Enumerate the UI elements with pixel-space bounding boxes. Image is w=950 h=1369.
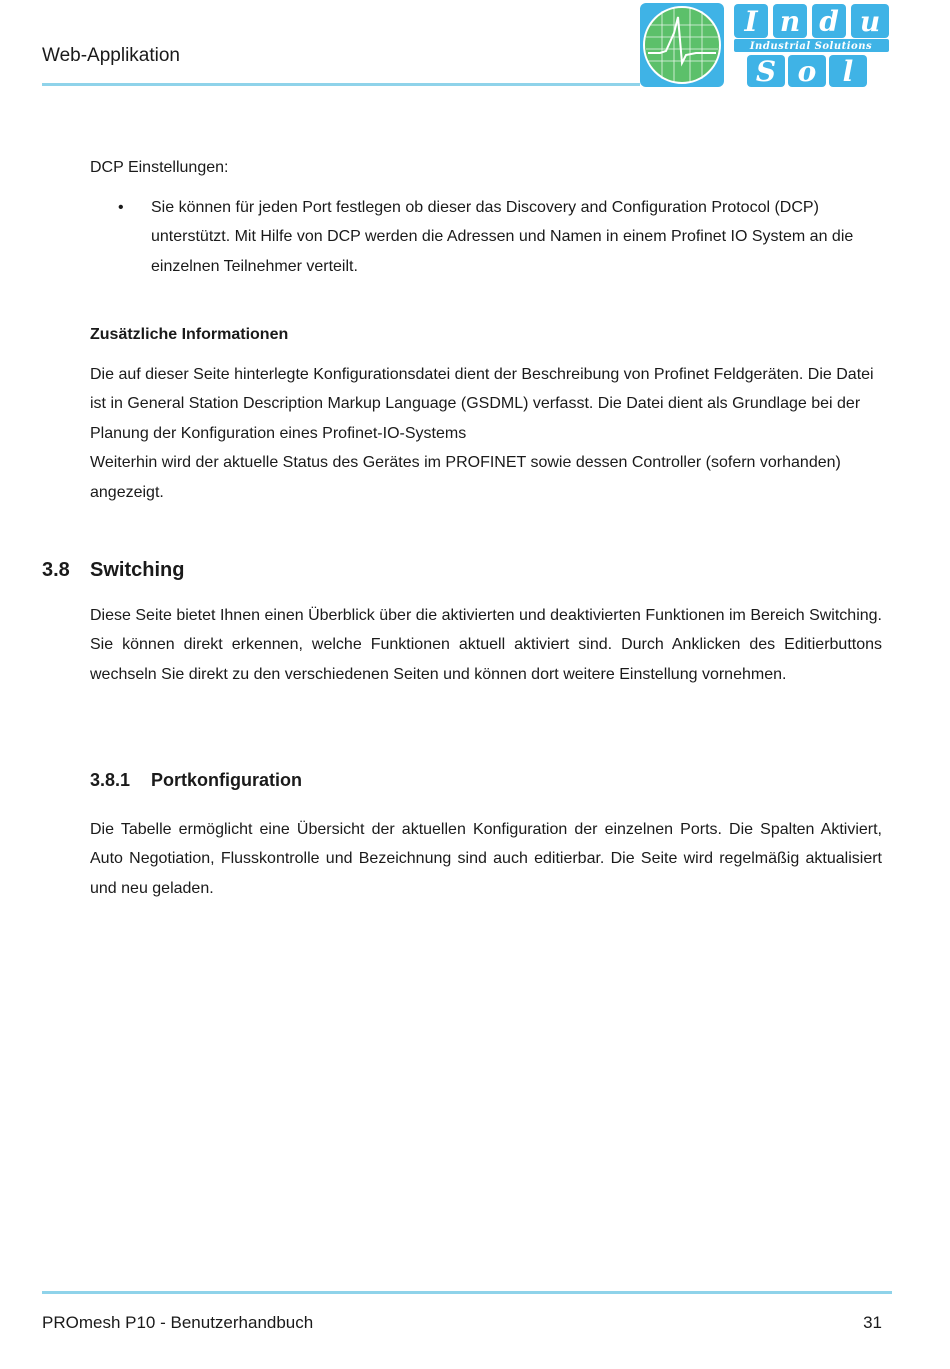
section-title: Switching: [90, 559, 185, 581]
footer-document-title: PROmesh P10 - Benutzerhandbuch: [42, 1313, 314, 1332]
subsection-number: 3.8.1: [90, 770, 131, 790]
logo-letter: n: [779, 5, 801, 38]
subsection-title: Portkonfiguration: [151, 770, 302, 790]
portkonfiguration-paragraph: Die Tabelle ermöglicht eine Übersicht der aktuellen Konfiguration der einzelnen Ports. Die Spalten Aktiviert, Auto Negotiation, Flusskontrolle und Bezeichnung sind auch editierbar. Die Seite wird regelmäßig aktualisiert und neu geladen.: [90, 821, 882, 897]
logo-letter: d: [819, 5, 839, 38]
header-divider: [42, 83, 640, 86]
section-heading: [42, 559, 184, 582]
info-heading: Zusätzliche Informationen: [90, 326, 289, 343]
info-body: [90, 360, 882, 507]
dcp-heading: DCP Einstellungen:: [90, 159, 229, 176]
logo-letter: o: [797, 55, 817, 87]
page-header-title: Web-Applikation: [42, 45, 181, 66]
dcp-bullet-text: Sie können für jeden Port festlegen ob dieser das Discovery and Configuration Protocol (DCP) unterstützt. Mit Hilfe von DCP werden die Adressen und Namen in einem Profinet IO System an die einzelnen Teilnehmer verteilt.: [151, 199, 854, 275]
info-paragraph: Die auf dieser Seite hinterlegte Konfigurationsdatei dient der Beschreibung von Profinet Feldgeräten. Die Datei ist in General Station Description Markup Language (GSDML) verfasst. Die Datei dient als Grundlage bei der Planung der Konfiguration eines Profinet-IO-Systems: [90, 366, 874, 442]
logo-letter: u: [859, 5, 881, 38]
bullet-icon: •: [118, 199, 124, 216]
logo-letter: S: [755, 55, 777, 87]
page-number: 31: [863, 1313, 882, 1332]
logo-tagline: Industrial Solutions: [749, 41, 873, 52]
dcp-bullet-item: [90, 193, 882, 281]
logo-letter: l: [842, 55, 854, 87]
subsection-heading: [90, 770, 302, 791]
logo-letter: I: [744, 5, 758, 38]
indu-sol-logo: [640, 3, 892, 87]
footer-divider: [42, 1291, 892, 1294]
info-paragraph: Weiterhin wird der aktuelle Status des Gerätes im PROFINET sowie dessen Controller (sofern vorhanden) angezeigt.: [90, 454, 841, 501]
switching-paragraph: Diese Seite bietet Ihnen einen Überblick über die aktivierten und deaktivierten Funktionen im Bereich Switching. Sie können direkt erkennen, welche Funktionen aktuell aktiviert sind. Durch Anklicken des Editierbuttons wechseln Sie direkt zu den verschiedenen Seiten und können dort weitere Einstellung vornehmen.: [90, 607, 882, 683]
section-number: 3.8: [42, 559, 70, 581]
